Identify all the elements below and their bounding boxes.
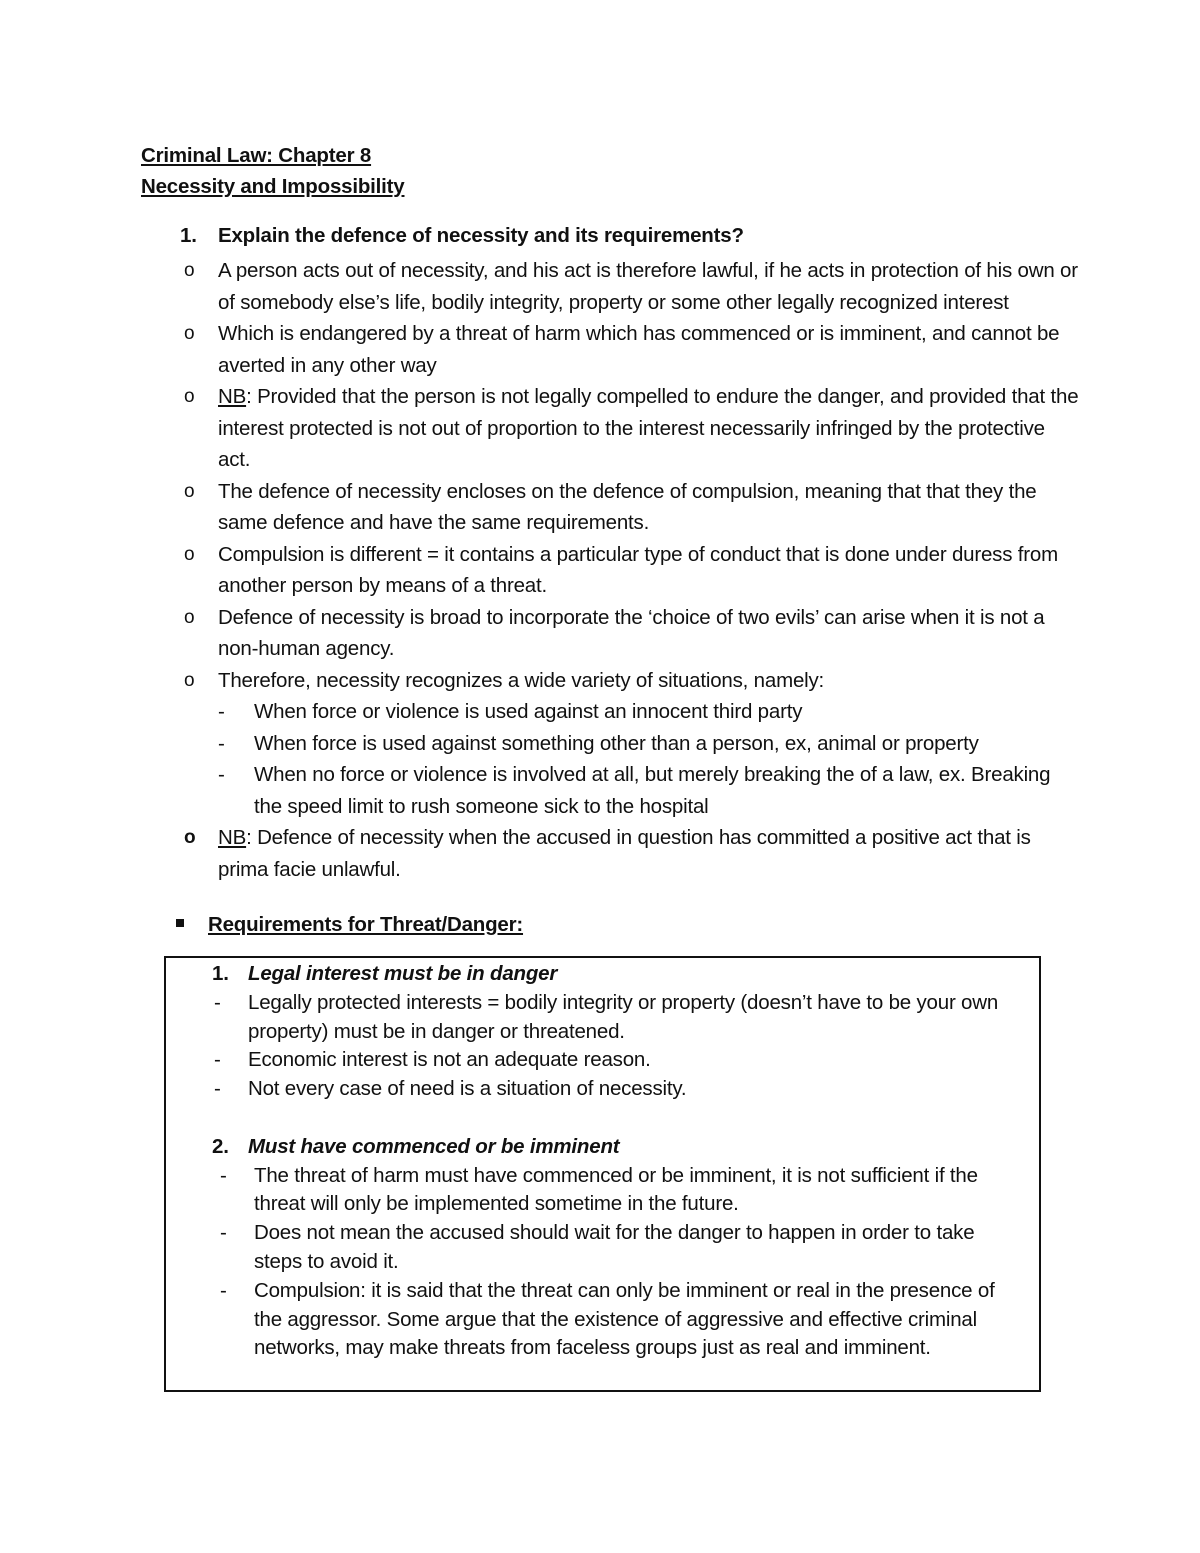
point-text: The threat of harm must have commenced or be imminent, it is not sufficient if the threat will only be implemented sometime in the future. bbox=[254, 1163, 978, 1216]
list-item bbox=[180, 539, 1080, 602]
situations-list bbox=[218, 696, 1080, 822]
dash-marker: - bbox=[214, 1077, 221, 1101]
requirement-title: Legal interest must be in danger bbox=[248, 962, 558, 985]
list-item bbox=[180, 255, 1080, 318]
dash-marker: - bbox=[218, 731, 225, 755]
bullet-marker: o bbox=[184, 827, 196, 848]
point-text: Not every case of need is a situation of necessity. bbox=[248, 1077, 687, 1101]
requirement-heading bbox=[212, 960, 1012, 989]
bullet-marker: o bbox=[184, 260, 195, 281]
requirement-heading bbox=[212, 1133, 1012, 1162]
answer-bullet-list bbox=[180, 255, 1080, 885]
situation-item bbox=[218, 728, 1080, 760]
requirement-point bbox=[212, 989, 1012, 1047]
requirement-point bbox=[212, 1219, 1012, 1277]
bullet-marker: o bbox=[184, 669, 195, 691]
bullet-marker: o bbox=[184, 480, 195, 502]
requirements-heading-text: Requirements for Threat/Danger: bbox=[208, 913, 524, 936]
point-text: Compulsion: it is said that the threat can only be imminent or real in the presence of the aggressor. Some argue that the existence of aggressive and effective criminal networks, may make threats from faceless groups just as real and imminent. bbox=[254, 1278, 995, 1360]
question-number: 1. bbox=[180, 224, 197, 247]
bullet-text: Compulsion is different = it contains a particular type of conduct that is done under duress from another person by means of a threat. bbox=[218, 542, 1058, 597]
point-text: Legally protected interests = bodily integrity or property (doesn’t have to be your own property) must be in danger or threatened. bbox=[248, 990, 999, 1043]
bullet-text: Therefore, necessity recognizes a wide variety of situations, namely: bbox=[218, 668, 825, 692]
question-heading bbox=[180, 224, 744, 248]
bullet-text: Which is endangered by a threat of harm which has commenced or is imminent, and cannot be averted in any other way bbox=[218, 322, 1060, 377]
bullet-marker: o bbox=[184, 606, 195, 628]
bullet-marker: o bbox=[184, 543, 195, 565]
bullet-text: Defence of necessity is broad to incorporate the ‘choice of two evils’ can arise when it is not a non-human agency. bbox=[218, 605, 1045, 660]
requirement-number: 2. bbox=[212, 1134, 229, 1158]
question-text: Explain the defence of necessity and its requirements? bbox=[218, 224, 744, 247]
point-text: Does not mean the accused should wait for the danger to happen in order to take steps to avoid it. bbox=[254, 1221, 975, 1273]
requirement-point bbox=[212, 1277, 1012, 1363]
document-subtitle: Necessity and Impossibility bbox=[141, 175, 405, 198]
bullet-text: : Provided that the person is not legally compelled to endure the danger, and provided that the interest protected is not out of proportion to the interest necessarily infringed by the protective act. bbox=[218, 385, 1079, 471]
list-item bbox=[180, 381, 1080, 476]
bullet-marker: o bbox=[184, 323, 195, 344]
situation-text: When force or violence is used against an innocent third party bbox=[254, 700, 803, 723]
list-item bbox=[180, 665, 1080, 823]
nb-label: NB bbox=[218, 826, 247, 849]
document-title: Criminal Law: Chapter 8 bbox=[141, 144, 372, 167]
requirement-title: Must have commenced or be imminent bbox=[248, 1134, 620, 1158]
requirement-point bbox=[212, 1075, 1012, 1104]
requirement-number: 1. bbox=[212, 962, 229, 985]
situation-item bbox=[218, 759, 1080, 822]
bullet-text: : Defence of necessity when the accused in question has committed a positive act that is prima facie unlawful. bbox=[218, 826, 1031, 881]
dash-marker: - bbox=[220, 1221, 227, 1245]
list-item bbox=[180, 602, 1080, 665]
dash-marker: - bbox=[220, 1163, 227, 1187]
requirements-heading bbox=[176, 913, 523, 937]
dash-marker: - bbox=[218, 763, 225, 786]
list-item bbox=[180, 476, 1080, 539]
dash-marker: - bbox=[218, 700, 225, 723]
list-item bbox=[180, 822, 1080, 885]
point-text: Economic interest is not an adequate reason. bbox=[248, 1048, 651, 1072]
bullet-marker: o bbox=[184, 386, 195, 407]
square-bullet-icon bbox=[176, 919, 184, 927]
dash-marker: - bbox=[214, 990, 221, 1014]
bullet-text: A person acts out of necessity, and his act is therefore lawful, if he acts in protection of his own or of somebody else’s life, bodily integrity, property or some other legally recognized interest bbox=[218, 259, 1078, 314]
requirements-box bbox=[164, 956, 1041, 1392]
requirement-point bbox=[212, 1162, 1012, 1220]
situation-item bbox=[218, 696, 1080, 728]
nb-label: NB bbox=[218, 385, 247, 408]
situation-text: When force is used against something other than a person, ex, animal or property bbox=[254, 731, 979, 755]
requirement-point bbox=[212, 1046, 1012, 1075]
list-item bbox=[180, 318, 1080, 381]
situation-text: When no force or violence is involved at all, but merely breaking the of a law, ex. Breaking the speed limit to rush someone sick to the hospital bbox=[254, 763, 1051, 818]
bullet-text: The defence of necessity encloses on the defence of compulsion, meaning that that they the same defence and have the same requirements. bbox=[218, 479, 1037, 534]
dash-marker: - bbox=[220, 1278, 227, 1302]
dash-marker: - bbox=[214, 1048, 221, 1072]
